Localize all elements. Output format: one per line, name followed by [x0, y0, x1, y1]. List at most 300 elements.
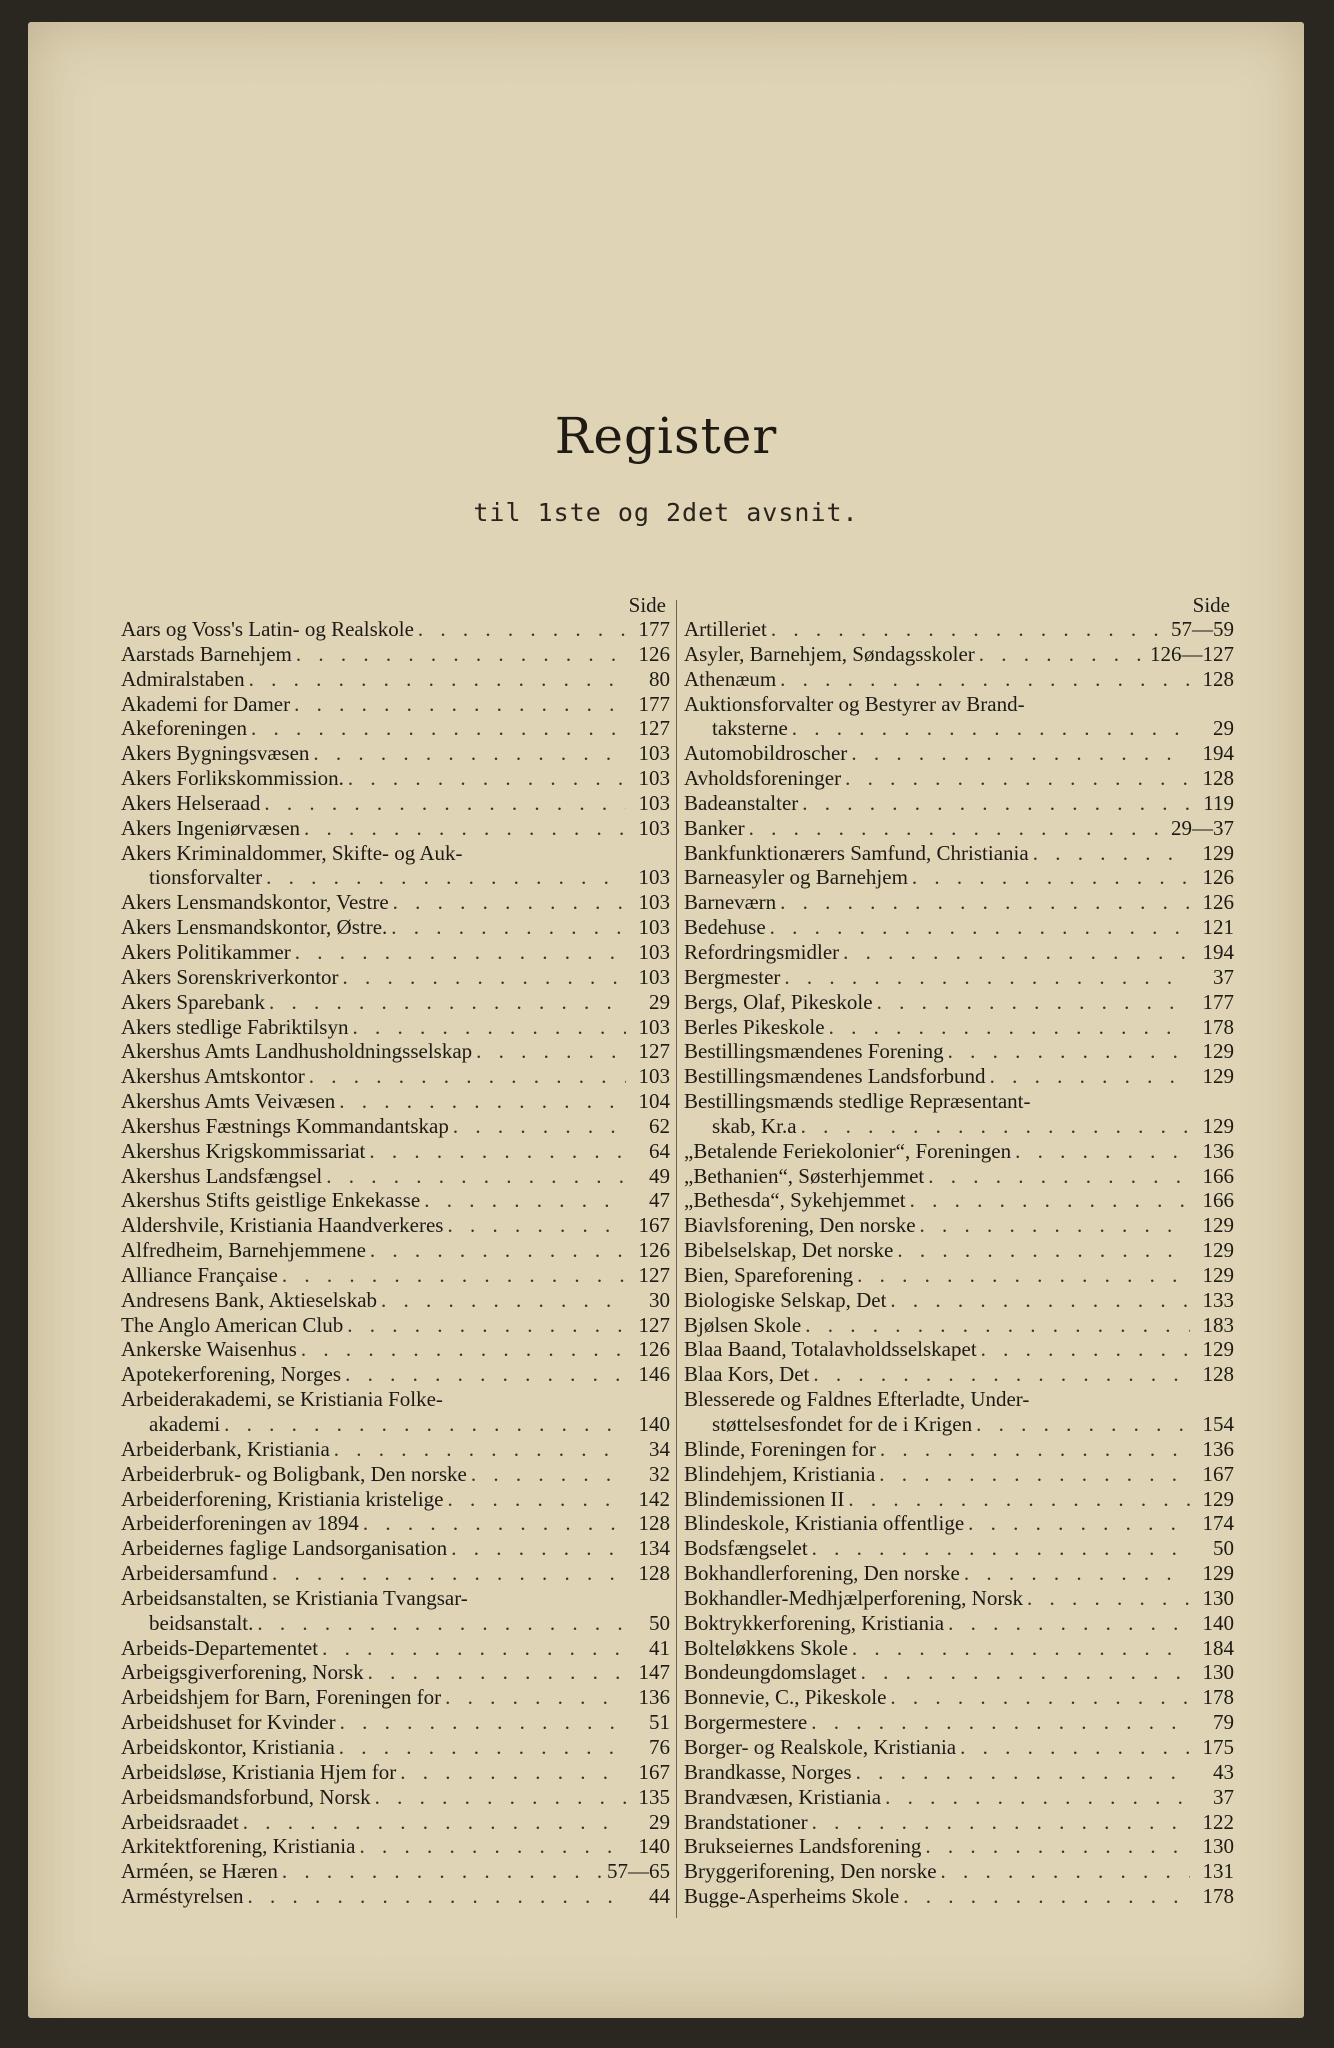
dot-leader — [334, 1437, 626, 1462]
entry-text: Akershus Landsfængsel — [121, 1163, 323, 1188]
entry-text: Bodsfængselet — [684, 1536, 808, 1561]
index-entry — [684, 1288, 1234, 1313]
entry-text: Arbeidshjem for Barn, Foreningen for — [121, 1685, 442, 1710]
entry-text: Blindehjem, Kristiania — [684, 1461, 876, 1486]
index-entry — [121, 1487, 670, 1512]
entry-text: Arbeiderakademi, se Kristiania Folke- — [121, 1387, 443, 1412]
entry-text: Aldershvile, Kristiania Haandverkeres — [121, 1213, 444, 1238]
dot-leader — [861, 1660, 1190, 1685]
entry-text: Bibelselskap, Det norske — [684, 1238, 894, 1263]
entry-text: Arbeids-Departementet — [121, 1635, 319, 1660]
page-number: 128 — [1202, 1362, 1234, 1387]
index-entry — [121, 1785, 670, 1810]
dot-leader — [890, 1288, 1190, 1313]
entry-text: Aarstads Barnehjem — [121, 641, 292, 666]
dot-leader — [418, 617, 626, 642]
entry-text: Asyler, Barnehjem, Søndagsskoler — [684, 641, 975, 666]
entry-text: skab, Kr.a — [712, 1113, 797, 1138]
index-entry — [121, 617, 670, 642]
dot-leader — [370, 1238, 626, 1263]
index-entry — [684, 1313, 1234, 1338]
page-number: 194 — [1202, 741, 1234, 766]
entry-text: Bestillingsmændenes Forening — [684, 1039, 944, 1064]
index-entry — [684, 617, 1234, 642]
index-list-right — [684, 617, 1234, 1909]
index-entry — [684, 1586, 1234, 1611]
dot-leader — [322, 1636, 626, 1661]
index-entry — [684, 1710, 1234, 1735]
entry-text: Arméstyrelsen — [121, 1884, 244, 1909]
index-entry — [121, 716, 670, 741]
dot-leader — [897, 1238, 1190, 1263]
page-number: 50 — [649, 1610, 670, 1635]
dot-leader — [925, 1834, 1190, 1859]
index-entry — [684, 816, 1234, 841]
index-entry — [684, 890, 1234, 915]
entry-text: støttelsesfondet for de i Krigen — [712, 1412, 973, 1436]
page-number: 57—65 — [607, 1859, 670, 1884]
entry-text: Bondeungdomslaget — [684, 1660, 857, 1685]
index-entry — [121, 890, 670, 915]
dot-leader — [1027, 1586, 1190, 1611]
index-entry — [121, 1263, 670, 1288]
page-number: 126 — [638, 1238, 670, 1263]
index-entry — [684, 1437, 1234, 1462]
entry-text: Borger- og Realskole, Kristiania — [684, 1734, 957, 1759]
page-number: 129 — [1202, 1561, 1234, 1586]
page-number: 134 — [638, 1536, 670, 1561]
page-number: 177 — [1202, 989, 1234, 1014]
entry-text: Akers Lensmandskontor, Vestre — [121, 890, 389, 915]
entry-text: Akershus Amts Veivæsen — [121, 1089, 336, 1114]
page-number: 79 — [1213, 1710, 1234, 1735]
entry-text: Arbeidskontor, Kristiania — [121, 1734, 335, 1759]
entry-text: Bokhandler-Medhjælperforening, Norsk — [684, 1585, 1024, 1610]
dot-leader — [960, 1735, 1190, 1760]
index-entry — [684, 1064, 1234, 1089]
dot-leader — [348, 766, 626, 791]
index-entry — [684, 766, 1234, 791]
index-entry — [684, 1462, 1234, 1487]
entry-text: Aars og Voss's Latin- og Realskole — [121, 617, 414, 641]
dot-leader — [391, 915, 626, 940]
index-entry — [121, 1859, 670, 1884]
entry-text: Bankfunktionærers Samfund, Christiania — [684, 840, 1029, 865]
index-entry — [684, 1213, 1234, 1238]
dot-leader — [990, 1064, 1190, 1089]
dot-leader — [941, 1859, 1190, 1884]
index-entry — [121, 741, 670, 766]
page-number: 133 — [1202, 1287, 1234, 1312]
dot-leader — [780, 667, 1190, 692]
page-number: 178 — [1202, 1014, 1234, 1039]
index-entry — [121, 816, 670, 841]
page-number: 34 — [649, 1436, 670, 1461]
entry-text: Arméen, se Hæren — [121, 1859, 278, 1884]
dot-leader — [885, 1785, 1190, 1810]
page-number: 29 — [1213, 716, 1234, 741]
index-entry — [684, 915, 1234, 940]
entry-text: Akershus Amts Landhusholdningsselskap — [121, 1039, 473, 1064]
page-number: 29 — [649, 989, 670, 1014]
entry-text: Barneværn — [684, 890, 777, 915]
entry-text: Arkitektforening, Kristiania — [121, 1834, 356, 1859]
page-number: 167 — [638, 1759, 670, 1784]
page-number: 51 — [649, 1710, 670, 1735]
dot-leader — [400, 1760, 626, 1785]
page-number: 194 — [1202, 939, 1234, 964]
entry-text: Blindemissionen II — [684, 1486, 845, 1511]
dot-leader — [471, 1462, 626, 1487]
page-subtitle: til 1ste og 2det avsnit. — [473, 498, 859, 527]
dot-leader — [812, 1810, 1190, 1835]
index-entry — [121, 1834, 670, 1859]
column-divider — [676, 600, 677, 1918]
page-number: 128 — [1202, 666, 1234, 691]
index-list-left — [121, 617, 670, 1909]
index-entry — [121, 667, 670, 692]
index-entry — [684, 1511, 1234, 1536]
page-number: 147 — [638, 1660, 670, 1685]
page-number: 62 — [649, 1113, 670, 1138]
entry-text: Biologiske Selskap, Det — [684, 1287, 887, 1312]
dot-leader — [343, 965, 626, 990]
dot-leader — [890, 1685, 1190, 1710]
dot-leader — [375, 1785, 626, 1810]
dot-leader — [451, 1536, 626, 1561]
entry-text: akademi — [149, 1412, 221, 1436]
index-entry — [684, 940, 1234, 965]
entry-text: Akers stedlige Fabriktilsyn — [121, 1014, 349, 1039]
entry-text: Arbeidsmandsforbund, Norsk — [121, 1784, 371, 1809]
index-entry — [684, 1536, 1234, 1561]
dot-leader — [251, 716, 626, 741]
page-number: 121 — [1202, 915, 1234, 940]
entry-text: Bien, Spareforening — [684, 1262, 854, 1287]
page-number: 29 — [649, 1809, 670, 1834]
dot-leader — [243, 1810, 626, 1835]
page-number: 167 — [638, 1213, 670, 1238]
entry-text: Arbeidersamfund — [121, 1561, 268, 1586]
index-entry — [121, 1089, 670, 1114]
entry-text: Akeforeningen — [121, 716, 247, 741]
entry-text: Auktionsforvalter og Bestyrer av Brand- — [684, 691, 1025, 716]
index-entry — [121, 1064, 670, 1089]
index-entry — [121, 1536, 670, 1561]
page-number: 129 — [1202, 1064, 1234, 1089]
page-number: 166 — [1202, 1188, 1234, 1213]
dot-leader — [801, 1114, 1190, 1139]
dot-leader — [968, 1511, 1190, 1536]
entry-text: Bestillingsmændenes Landsforbund — [684, 1064, 986, 1089]
index-entry — [684, 1810, 1234, 1835]
page-number: 126 — [638, 1337, 670, 1362]
entry-text: Akers Sorenskriverkontor — [121, 964, 339, 989]
index-entry — [684, 1015, 1234, 1040]
entry-text: Arbeigsgiverforening, Norsk — [121, 1660, 364, 1685]
dot-leader — [313, 741, 626, 766]
entry-text: Blinde, Foreningen for — [684, 1436, 876, 1461]
entry-text: Boktrykkerforening, Kristiania — [684, 1610, 945, 1635]
dot-leader — [976, 1412, 1190, 1437]
page-number: 129 — [1202, 1113, 1234, 1138]
page-number: 175 — [1202, 1734, 1234, 1759]
dot-leader — [340, 1710, 626, 1735]
dot-leader — [301, 1337, 626, 1362]
page-number: 30 — [649, 1287, 670, 1312]
index-entry — [121, 692, 670, 717]
page-number: 126 — [1202, 865, 1234, 890]
page-number: 136 — [638, 1685, 670, 1710]
dot-leader — [304, 816, 626, 841]
page-number: 103 — [638, 1014, 670, 1039]
entry-text: Blindeskole, Kristiania offentlige — [684, 1511, 965, 1536]
page-number: 129 — [1202, 840, 1234, 865]
page-number: 178 — [1202, 1685, 1234, 1710]
page-number: 104 — [638, 1089, 670, 1114]
index-entry — [684, 1760, 1234, 1785]
dot-leader — [1033, 841, 1190, 866]
entry-text: Bergmester — [684, 964, 781, 989]
index-entry — [684, 1039, 1234, 1064]
index-entry — [684, 1487, 1234, 1512]
page-number: 142 — [638, 1486, 670, 1511]
entry-text: Akershus Krigskommissariat — [121, 1138, 366, 1163]
index-entry — [121, 642, 670, 667]
entry-text: Akers Sparebank — [121, 989, 266, 1014]
dot-leader — [848, 1487, 1190, 1512]
index-entry — [121, 1462, 670, 1487]
dot-leader — [363, 1511, 626, 1536]
index-entry — [121, 766, 670, 791]
dot-leader — [811, 1710, 1190, 1735]
index-entry — [684, 791, 1234, 816]
page-number: 126—127 — [1150, 641, 1234, 666]
dot-leader — [269, 990, 626, 1015]
entry-text: Akademi for Damer — [121, 691, 291, 716]
index-entry — [121, 965, 670, 990]
index-entry — [121, 1511, 670, 1536]
page-number: 49 — [649, 1163, 670, 1188]
index-entry — [121, 1313, 670, 1338]
page-number: 103 — [638, 915, 670, 940]
dot-leader — [294, 692, 626, 717]
side-header: Side — [628, 593, 666, 617]
index-entry — [684, 1859, 1234, 1884]
page-number: 128 — [638, 1561, 670, 1586]
index-column-right — [684, 593, 1234, 1909]
entry-text: Brandvæsen, Kristiania — [684, 1784, 882, 1809]
index-entry — [121, 1015, 670, 1040]
dot-leader — [903, 1884, 1190, 1909]
page-number: 76 — [649, 1734, 670, 1759]
page-number: 126 — [638, 641, 670, 666]
dot-leader — [784, 965, 1190, 990]
page-number: 43 — [1213, 1759, 1234, 1784]
dot-leader — [928, 1164, 1190, 1189]
dot-leader — [964, 1561, 1190, 1586]
dot-leader — [851, 741, 1190, 766]
page-number: 135 — [638, 1784, 670, 1809]
dot-leader — [339, 1089, 626, 1114]
index-entry — [121, 1561, 670, 1586]
dot-leader — [339, 1735, 626, 1760]
index-entry — [121, 1636, 670, 1661]
index-entry — [121, 1337, 670, 1362]
dot-leader — [476, 1039, 626, 1064]
entry-text: Badeanstalter — [684, 790, 799, 815]
entry-text: Bonnevie, C., Pikeskole — [684, 1685, 887, 1710]
index-entry — [121, 791, 670, 816]
index-column-left — [121, 593, 670, 1909]
index-entry — [684, 1660, 1234, 1685]
entry-text: Bestillingsmænds stedlige Repræsentant- — [684, 1089, 1031, 1114]
index-entry — [121, 915, 670, 940]
index-entry — [684, 1561, 1234, 1586]
entry-text: Akers Bygningsvæsen — [121, 741, 310, 766]
page-number: 57—59 — [1171, 617, 1234, 641]
index-entry — [121, 1760, 670, 1785]
page-number: 129 — [1202, 1238, 1234, 1263]
entry-text: „Betalende Feriekolonier“, Foreningen — [684, 1138, 1012, 1163]
entry-text: Arbeidshuset for Kvinder — [121, 1710, 336, 1735]
page-number: 41 — [649, 1635, 670, 1660]
entry-text: Borgermestere — [684, 1710, 808, 1735]
dot-leader — [981, 1337, 1190, 1362]
dot-leader — [296, 642, 626, 667]
page-number: 50 — [1213, 1536, 1234, 1561]
entry-text: taksterne — [712, 716, 788, 741]
entry-text: Bokhandlerforening, Den norske — [684, 1561, 960, 1586]
dot-leader — [856, 1760, 1190, 1785]
index-entry — [684, 1139, 1234, 1164]
index-entry — [684, 1834, 1234, 1859]
index-entry — [121, 1188, 670, 1213]
entry-text: Barneasyler og Barnehjem — [684, 865, 908, 890]
index-entry — [121, 940, 670, 965]
index-entry — [684, 642, 1234, 667]
page-number: 29—37 — [1171, 815, 1234, 840]
entry-text: Akers Helseraad — [121, 790, 261, 815]
index-entry — [121, 1213, 670, 1238]
dot-leader — [780, 890, 1190, 915]
index-entry — [684, 1685, 1234, 1710]
page-number: 103 — [638, 790, 670, 815]
index-entry — [121, 1387, 670, 1437]
index-entry — [121, 990, 670, 1015]
page-number: 131 — [1202, 1859, 1234, 1884]
page-number: 178 — [1202, 1884, 1234, 1909]
dot-leader — [877, 990, 1190, 1015]
entry-text: tionsforvalter — [149, 865, 263, 890]
dot-leader — [879, 1462, 1190, 1487]
index-entry — [121, 1238, 670, 1263]
index-entry — [121, 1039, 670, 1064]
index-entry — [121, 1685, 670, 1710]
dot-leader — [266, 865, 626, 890]
entry-text: Bolteløkkens Skole — [684, 1635, 848, 1660]
page-number: 183 — [1202, 1312, 1234, 1337]
page-number: 146 — [638, 1362, 670, 1387]
dot-leader — [445, 1685, 626, 1710]
dot-leader — [368, 1660, 626, 1685]
entry-text: Biavlsforening, Den norske — [684, 1213, 916, 1238]
page-number: 64 — [649, 1138, 670, 1163]
index-entry — [684, 1611, 1234, 1636]
index-entry — [684, 1337, 1234, 1362]
dot-leader — [247, 1884, 626, 1909]
dot-leader — [979, 642, 1146, 667]
page-number: 174 — [1202, 1511, 1234, 1536]
page-number: 129 — [1202, 1486, 1234, 1511]
dot-leader — [224, 1412, 626, 1437]
entry-text: Arbeidsløse, Kristiania Hjem for — [121, 1759, 397, 1784]
entry-text: Arbeiderbruk- og Boligbank, Den norske — [121, 1461, 467, 1486]
index-entry — [684, 1735, 1234, 1760]
dot-leader — [948, 1611, 1190, 1636]
index-entry — [684, 692, 1234, 742]
page-title: Register — [554, 407, 778, 465]
dot-leader — [447, 1213, 626, 1238]
entry-text: Arbeidsraadet — [121, 1809, 239, 1834]
dot-leader — [845, 766, 1190, 791]
entry-text: Akers Kriminaldommer, Skifte- og Auk- — [121, 840, 463, 865]
index-entry — [121, 841, 670, 891]
dot-leader — [920, 1213, 1190, 1238]
page-number: 127 — [638, 1312, 670, 1337]
dot-leader — [771, 617, 1167, 642]
entry-text: Akershus Stifts geistlige Enkekasse — [121, 1188, 421, 1213]
side-header: Side — [1192, 593, 1230, 617]
index-entry — [684, 1188, 1234, 1213]
entry-text: Apotekerforening, Norges — [121, 1362, 342, 1387]
page-number: 103 — [638, 766, 670, 791]
entry-text: Avholdsforeninger — [684, 766, 842, 791]
dot-leader — [813, 1362, 1190, 1387]
dot-leader — [257, 1611, 626, 1636]
entry-text: Bryggeriforening, Den norske — [684, 1859, 937, 1884]
page-number: 140 — [1202, 1610, 1234, 1635]
dot-leader — [843, 940, 1190, 965]
index-entry — [684, 741, 1234, 766]
dot-leader — [857, 1263, 1190, 1288]
entry-text: Arbeidsanstalten, se Kristiania Tvangsar- — [121, 1585, 468, 1610]
index-entry — [684, 1164, 1234, 1189]
index-entry — [121, 1710, 670, 1735]
index-entry — [684, 667, 1234, 692]
entry-text: Alliance Française — [121, 1262, 278, 1287]
page-number: 177 — [638, 617, 670, 641]
entry-text: Brandkasse, Norges — [684, 1759, 852, 1784]
page-number: 103 — [638, 939, 670, 964]
index-entry — [684, 1884, 1234, 1909]
dot-leader — [249, 667, 626, 692]
index-entry — [684, 1362, 1234, 1387]
page-number: 103 — [638, 741, 670, 766]
entry-text: Blaa Baand, Totalavholdsselskapet — [684, 1337, 977, 1362]
dot-leader — [802, 791, 1190, 816]
dot-leader — [749, 816, 1167, 841]
page-number: 44 — [649, 1884, 670, 1909]
index-entry — [121, 1114, 670, 1139]
entry-text: Brandstationer — [684, 1809, 808, 1834]
index-entry — [684, 990, 1234, 1015]
index-entry — [684, 865, 1234, 890]
entry-text: Automobildroscher — [684, 741, 848, 766]
entry-text: Bedehuse — [684, 915, 766, 940]
dot-leader — [424, 1188, 626, 1213]
dot-leader — [326, 1164, 626, 1189]
